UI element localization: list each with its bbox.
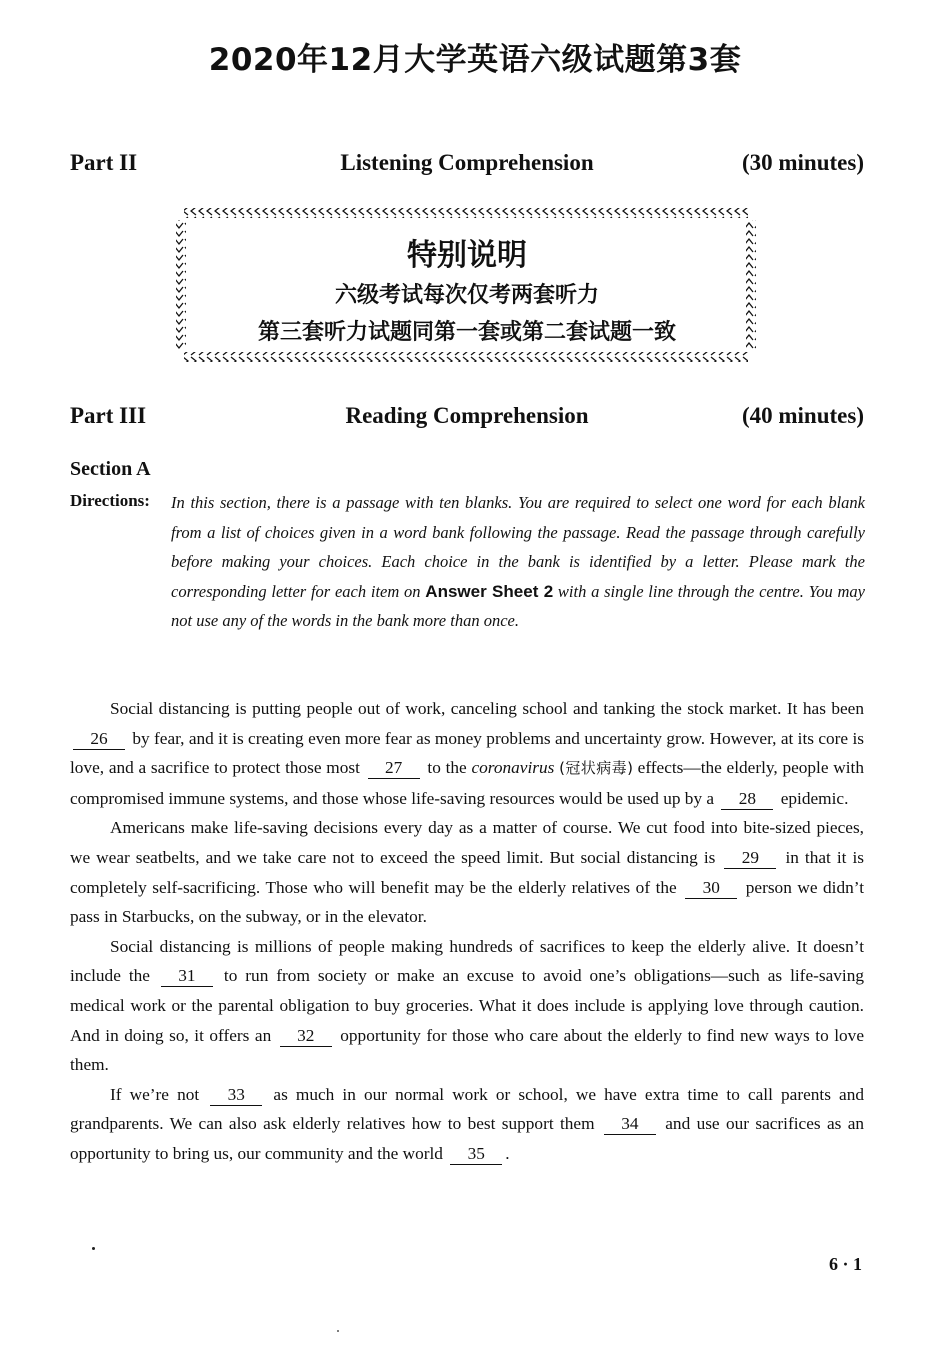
p4-text-3: and use our sacrifices as an opportunity to bring us, our community and the world: [70, 1114, 865, 1163]
blank-26: 26: [73, 729, 125, 750]
blank-27: 27: [368, 758, 420, 779]
blank-32: 32: [280, 1026, 332, 1047]
blank-33: 33: [210, 1085, 262, 1106]
directions-text-1: In this section, there is a passage with ten blanks. You are required to select one word for each blank from a list of choices given in a word bank following the passage. Read the passage through carefully before making your choices. Each choice in the bank is identified by a letter. Please mark the corresponding letter for each item on: [171, 493, 865, 601]
page-number: 6 · 1: [828, 1254, 862, 1274]
p3-text-1: Social distancing is millions of people making hundreds of sacrifices to keep the elderly alive. It doesn’t include the: [70, 936, 864, 986]
part-2-title: Listening Comprehension: [340, 150, 594, 175]
p1-text-2: by fear, and it is creating even more fear as money problems and uncertainty grow. However, at its core is love, and a sacrifice to protect those most: [70, 728, 864, 778]
blank-30: 30: [685, 878, 737, 899]
paragraph-2: [70, 813, 864, 931]
stray-dot: [92, 1247, 95, 1250]
special-notice-box: [174, 206, 760, 366]
p2-text-3: person we didn’t pass in Starbucks, on the subway, or in the elevator.: [70, 877, 864, 927]
part-3-title: Reading Comprehension: [345, 403, 589, 428]
paragraph-1: [70, 694, 864, 813]
p1-text-1: Social distancing is putting people out of work, canceling school and tanking the stock market. It has been: [110, 699, 864, 718]
p1-text-5: epidemic.: [780, 788, 849, 808]
part-3-label: Part III: [70, 403, 147, 428]
blank-29: 29: [724, 848, 776, 869]
blank-28: 28: [721, 789, 773, 810]
p4-text-4: .: [505, 1143, 510, 1163]
notice-line-1: 六级考试每次仅考两套听力: [334, 283, 599, 308]
blank-34: 34: [604, 1114, 656, 1135]
part-2-time: (30 minutes): [741, 150, 864, 175]
page-title: 2020年12月大学英语六级试题第3套: [208, 42, 742, 78]
p1-text-4: effects—the elderly, people with compromised immune systems, and those whose life-saving resources would be used up by a: [70, 758, 864, 808]
part-2-header: [70, 150, 864, 182]
paragraph-4: [70, 1080, 864, 1169]
notice-heading: 特别说明: [407, 238, 527, 273]
blank-35: 35: [450, 1144, 502, 1165]
reading-passage: [70, 694, 864, 1169]
p3-text-3: opportunity for those who care about the elderly to find new ways to love them.: [70, 1025, 864, 1075]
part-3-time: (40 minutes): [741, 403, 864, 428]
stray-dot-2: [337, 1330, 339, 1332]
coronavirus-chinese: (冠状病毒): [559, 759, 633, 778]
answer-sheet-ref: Answer Sheet 2: [425, 581, 554, 601]
notice-line-2: 第三套听力试题同第一套或第二套试题一致: [257, 320, 676, 345]
p2-text-1: Americans make life-saving decisions every day as a matter of course. We cut food into bite-sized pieces, we wear seatbelts, and we take care not to exceed the speed limit. But social distancing is: [70, 818, 864, 867]
part-2-label: Part II: [70, 150, 138, 175]
section-a-heading: Section A: [70, 458, 151, 480]
p1-text-3: to the: [427, 758, 467, 778]
part-3-header: [70, 403, 864, 435]
coronavirus-term: coronavirus: [471, 758, 555, 778]
directions-label: Directions:: [70, 491, 150, 510]
p3-text-2: to run from society or make an excuse to avoid one’s obligations—such as life-saving medical work or the parental obligation to buy groceries. What it does include is applying love through caution. And in doing so, it offers an: [70, 966, 864, 1045]
p4-text-2: as much in our normal work or school, we have extra time to call parents and grandparents. We can also ask elderly relatives how to best support them: [70, 1084, 864, 1134]
blank-31: 31: [161, 966, 213, 987]
p2-text-2: in that it is completely self-sacrificing. Those who will benefit may be the elderly relatives of the: [70, 847, 864, 897]
p4-text-1: If we’re not: [110, 1084, 200, 1104]
paragraph-3: [70, 932, 864, 1080]
directions-text-2: with a single line through the centre. You may not use any of the words in the bank more than once.: [171, 581, 865, 631]
directions-text: [171, 488, 865, 636]
